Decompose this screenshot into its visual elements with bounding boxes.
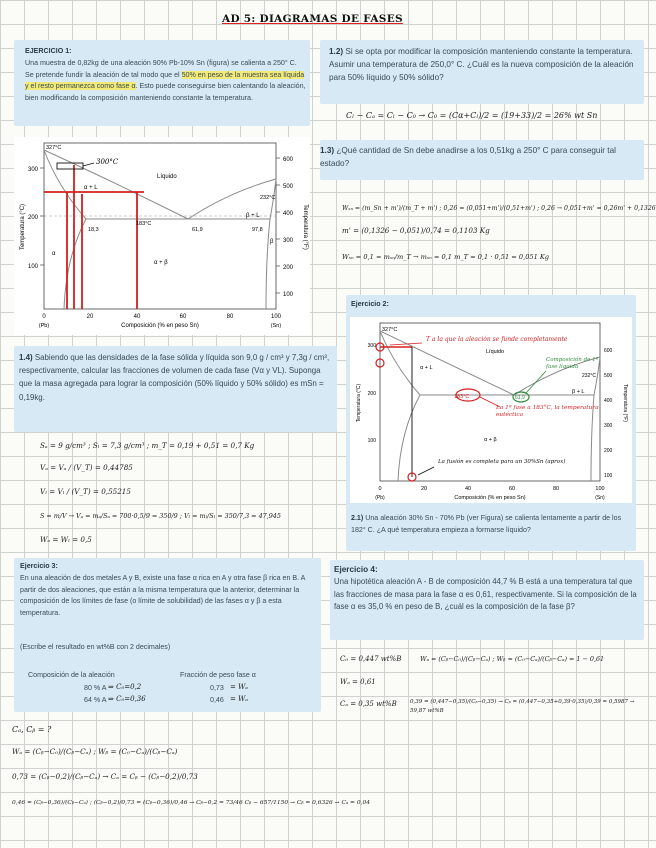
ej3-row2-hand: ⇒ C₀=0,36 <box>108 695 146 703</box>
ej2-q-text: Una aleación 30% Sn - 70% Pb (ver Figura) se calienta lentamente a partir de los 182° C. ¿A qué temperatura empieza a formarse líquido? <box>351 514 622 534</box>
ej2-note-top: T a la que la aleación se funde completamente <box>426 336 568 343</box>
ej1-highlight: 50% en peso de la muestra sea líquida y el resto permanezca como fase α <box>25 70 305 90</box>
y2-500: 500 <box>604 373 613 379</box>
ej3-note: (Escribe el resultado en wt%B con 2 decimales) <box>20 643 171 651</box>
x-label: Composición (% en peso Sn) <box>121 323 199 329</box>
ytick-left-200: 200 <box>27 215 38 221</box>
x2-20: 20 <box>420 486 428 492</box>
ej3-col2: Fracción de peso fase α <box>180 671 256 679</box>
x-end-pb: (Pb) <box>38 323 50 329</box>
ej3-col1: Composición de la aleación <box>28 671 115 679</box>
yl2-200: 200 <box>367 391 376 397</box>
q14-card <box>14 346 337 432</box>
ej3-row2-frac: 0,46 <box>210 696 224 704</box>
ej1-heading: EJERCICIO 1: <box>25 47 72 55</box>
r2-al: α + L <box>420 365 433 371</box>
region-b: β <box>270 239 274 245</box>
phase-diagram-2 <box>350 317 632 503</box>
ej3-row1-comp: 80 % A <box>84 684 107 692</box>
ej1-card <box>14 40 310 126</box>
q13-line1: Wₛₙ = (m_Sn + m')/(m_T + m') ; 0,26 = (0,051+m')/(0,51+m') ; 0,26 → 0,051+m' = 0,26m' + 0,1326 <box>342 205 656 212</box>
ej3-row1-frac: 0,73 <box>210 684 224 692</box>
solvus-right <box>266 219 270 309</box>
solidus-left <box>44 150 86 219</box>
q14-label: 1.4) <box>19 353 33 362</box>
r2-bl: β + L <box>572 389 585 395</box>
ytick-right-100: 100 <box>283 292 294 298</box>
x-end-sn: (Sn) <box>270 323 282 329</box>
ej3-row2-comp: 64 % A <box>84 696 107 704</box>
y2-100: 100 <box>604 473 613 479</box>
q14-line5: Wₐ = Wₗ = 0,5 <box>40 535 92 544</box>
r2-liquid: Líquido <box>486 349 505 355</box>
t-327: 327°C <box>46 145 62 151</box>
q14-line2: Vₐ = Vₐ / (V_T) = 0,44785 <box>40 463 133 472</box>
xtick-40: 40 <box>133 314 141 320</box>
ytick-left-300: 300 <box>27 167 38 173</box>
ej3-text: En una aleación de dos metales A y B, existe una fase α rica en A y otra fase β rica en B. A partir de dos aleaciones, que están a la misma temperatura que la anterior, determinar la composición de los límites de fase (o límite de solubilidad) de las fases α y β a esta temperatura. <box>20 574 306 617</box>
y2-400: 400 <box>604 398 613 404</box>
q13-question: ¿Qué cantidad de Sn debe anadirse a los 0,51kg a 250° C para conseguir tal estado? <box>320 146 616 169</box>
yr2-label: Temperatura (°F) <box>622 384 628 422</box>
ej2-note-green: Composición de 1ª fase líquida <box>546 357 599 370</box>
ytick-right-300: 300 <box>283 238 294 244</box>
q14-line1: Sₐ = 9 g/cm³ ; Sₗ = 7,3 g/cm³ ; m_T = 0,19 + 0,51 = 0,7 Kg <box>40 441 255 450</box>
q14-line3: Vₗ = Vₗ / (V_T) = 0,55215 <box>40 487 131 496</box>
q12-question: Si se opta por modificar la composición manteniendo constante la temperatura. Asumir una temperatura de 250,0° C. ¿Cuál es la nueva composición de la aleación para 50% líquido y 50% sólido? <box>329 47 634 83</box>
xtick-100: 100 <box>270 314 282 320</box>
q14-question: Sabiendo que las densidades de la fase sólida y líquida son 9,0 g / cm³ y 7,3g / cm³, respectivamente, calcular las fracciones de volumen de cada fase (Vα y VL). Suponga que la masa agregada para lograr la composición (50% líquido y 50% sólido) es mSn = 0,19kg. <box>19 353 330 402</box>
phase-diagram-1-svg <box>14 137 310 335</box>
ej2-note-red: La 1ª fase a 183°C, la temperatura eutéctica <box>496 405 599 418</box>
x2-pb: (Pb) <box>375 495 385 501</box>
q13-text <box>320 144 642 170</box>
ytick-left-100: 100 <box>27 264 38 270</box>
ytick-right-500: 500 <box>283 184 294 190</box>
page-title: AD 5: DIAGRAMAS DE FASES <box>222 13 403 25</box>
ej3-card <box>14 558 321 712</box>
q13-line3: Wₛₙ = 0,1 = mₛₙ/m_T → mₛₙ = 0,1 m_T = 0,1 · 0,51 = 0,051 Kg <box>342 253 550 261</box>
t2-232: 232°C <box>582 373 596 379</box>
x2-0: 0 <box>378 486 382 492</box>
ej4-s1: C₀ = 0,447 wt%B <box>340 655 402 663</box>
x2-100: 100 <box>595 486 605 492</box>
q12-text <box>329 45 639 85</box>
xtick-80: 80 <box>226 314 234 320</box>
mark-619: 61,9 <box>515 395 525 401</box>
mark-arrow <box>83 163 94 166</box>
ej4-card <box>330 560 644 640</box>
t2-327: 327°C <box>382 327 398 333</box>
ej2-question <box>351 513 631 536</box>
ej4-text: Una hipotética aleación A - B de composición 44,7 % B está a una temperatura tal que las fracciones de masa para la fase α es 0,61, respectivamente. Si la composición de la fase α es 35,0 % en peso de B, ¿cuál es la composición de la fase β? <box>334 577 637 611</box>
y2-300: 300 <box>604 423 613 429</box>
ej2-note-bottom: La fusión es completa para un 30%Sn (aprox) <box>438 459 566 465</box>
ej4-s3: Cₐ = 0,35 wt%B <box>340 700 397 708</box>
right-ticks <box>276 158 280 293</box>
y-label-right: Temperatura (°F) <box>302 204 308 250</box>
ej3-row2-w: = Wₐ <box>230 695 248 703</box>
q14-line4: S = m/V → Vₐ = mₐ/Sₐ = 700·0,5/9 = 350/9 ; Vₗ = mₗ/Sₗ = 350/7,3 = 47,945 <box>40 512 281 520</box>
x2-label: Composición (% en peso Sn) <box>454 495 526 501</box>
xtick-20: 20 <box>86 314 94 320</box>
ej2-card <box>346 295 636 551</box>
ej3-sol4: 0,46 = (Cᵦ−0,36)/(Cᵦ−Cₐ) ; (Cᵦ−0,2)/0,73 = (Cᵦ−0,36)/0,46 → Cᵦ−0,2 = 73/46 Cᵦ − 657/1150 → Cᵦ = 0,6326 → Cₐ = 0,04 <box>12 800 370 806</box>
x2-40: 40 <box>464 486 472 492</box>
ej1-text <box>25 58 307 104</box>
q14-text <box>19 351 333 404</box>
ej3-row1-w: = Wₐ <box>230 683 248 691</box>
ej3-heading: Ejercicio 3: <box>20 562 58 570</box>
q13-label: 1.3) <box>320 146 335 155</box>
x2-80: 80 <box>552 486 560 492</box>
q13-card <box>320 140 644 180</box>
region-bl: β + L <box>246 213 260 219</box>
y2-600: 600 <box>604 348 613 354</box>
region-ab: α + β <box>154 260 168 266</box>
ej1-text-end: . Esto puede conseguirse bien calentando la aleación, bien modificando la composición manteniendo constante la temperatura. <box>25 82 306 102</box>
ytick-right-600: 600 <box>283 157 294 163</box>
region-a: α <box>52 251 56 257</box>
yl2-label: Temperatura (°C) <box>356 383 362 423</box>
ej3-sol2: Wₐ = (Cᵦ−C₀)/(Cᵦ−Cₐ) ; Wᵦ = (C₀−Cₐ)/(Cᵦ−Cₐ) <box>12 747 178 756</box>
t-183: 183°C <box>136 221 152 227</box>
yl2-100: 100 <box>367 438 376 444</box>
y2-200: 200 <box>604 448 613 454</box>
ej4-s5: 0,39 = (0,447−0,35)/(Cᵦ−0,35) → Cᵦ = (0,447−0,35+0,39·0,35)/0,39 = 0,5987 → 59,87 wt%B <box>410 699 635 714</box>
xtick-0: 0 <box>42 314 46 320</box>
ej3-sol3: 0,73 = (Cᵦ−0,2)/(Cᵦ−Cₐ) → Cₐ = Cᵦ − (Cᵦ−0,2)/0,73 <box>12 772 198 781</box>
ytick-right-200: 200 <box>283 265 294 271</box>
comp-619: 61,9 <box>192 227 203 233</box>
mark-300: 300°C <box>96 158 119 166</box>
mark-183: 183°C <box>454 394 470 400</box>
y-label-left: Temperatura (°C) <box>20 203 26 251</box>
q12-label: 1.2) <box>329 47 344 56</box>
ej4-s2: Wₐ = 0,61 <box>340 678 376 686</box>
ej4-heading: Ejercicio 4: <box>334 565 378 574</box>
t-232: 232°C <box>260 195 276 201</box>
ej3-sol1: Cₐ, Cᵦ = ? <box>12 725 52 734</box>
comp-978: 97,8 <box>252 227 263 233</box>
left-ticks <box>40 168 44 265</box>
ej2-q-label: 2.1) <box>351 514 364 522</box>
plot-frame <box>44 143 276 309</box>
q12-answer: Cₗ − Cₐ = Cₗ − C₀ → C₀ = (Cα+Cₗ)/2 = (19+33)/2 = 26% wt Sn <box>346 111 598 120</box>
ytick-right-400: 400 <box>283 211 294 217</box>
x2-sn: (Sn) <box>595 495 605 501</box>
r2-ab: α + β <box>484 437 497 443</box>
xtick-60: 60 <box>179 314 187 320</box>
region-al: α + L <box>84 185 98 191</box>
comp-183: 18,3 <box>88 227 99 233</box>
q12-card <box>320 40 644 104</box>
phase-diagram-1 <box>14 137 310 335</box>
region-liquid: Líquido <box>157 174 177 180</box>
q13-line2: m' = (0,1326 − 0,051)/0,74 = 0,1103 Kg <box>342 226 490 235</box>
ej3-row1-hand: ⇒ C₀=0,2 <box>108 683 142 691</box>
yl2-300: 300 <box>367 343 376 349</box>
ej4-s4: Wₐ = (Cᵦ−C₀)/(Cᵦ−Cₐ) ; Wᵦ = (C₀−Cₐ)/(Cᵦ−Cₐ) = 1 − 0,61 <box>420 655 605 663</box>
ej1-text-start: Una muestra de 0,82kg de una aleación 90% Pb-10% Sn (figura) se calienta a 250° C. Se pretende fundir la aleación de tal modo que el <box>25 59 297 79</box>
x2-60: 60 <box>508 486 516 492</box>
ej2-heading: Ejercicio 2: <box>351 300 389 308</box>
